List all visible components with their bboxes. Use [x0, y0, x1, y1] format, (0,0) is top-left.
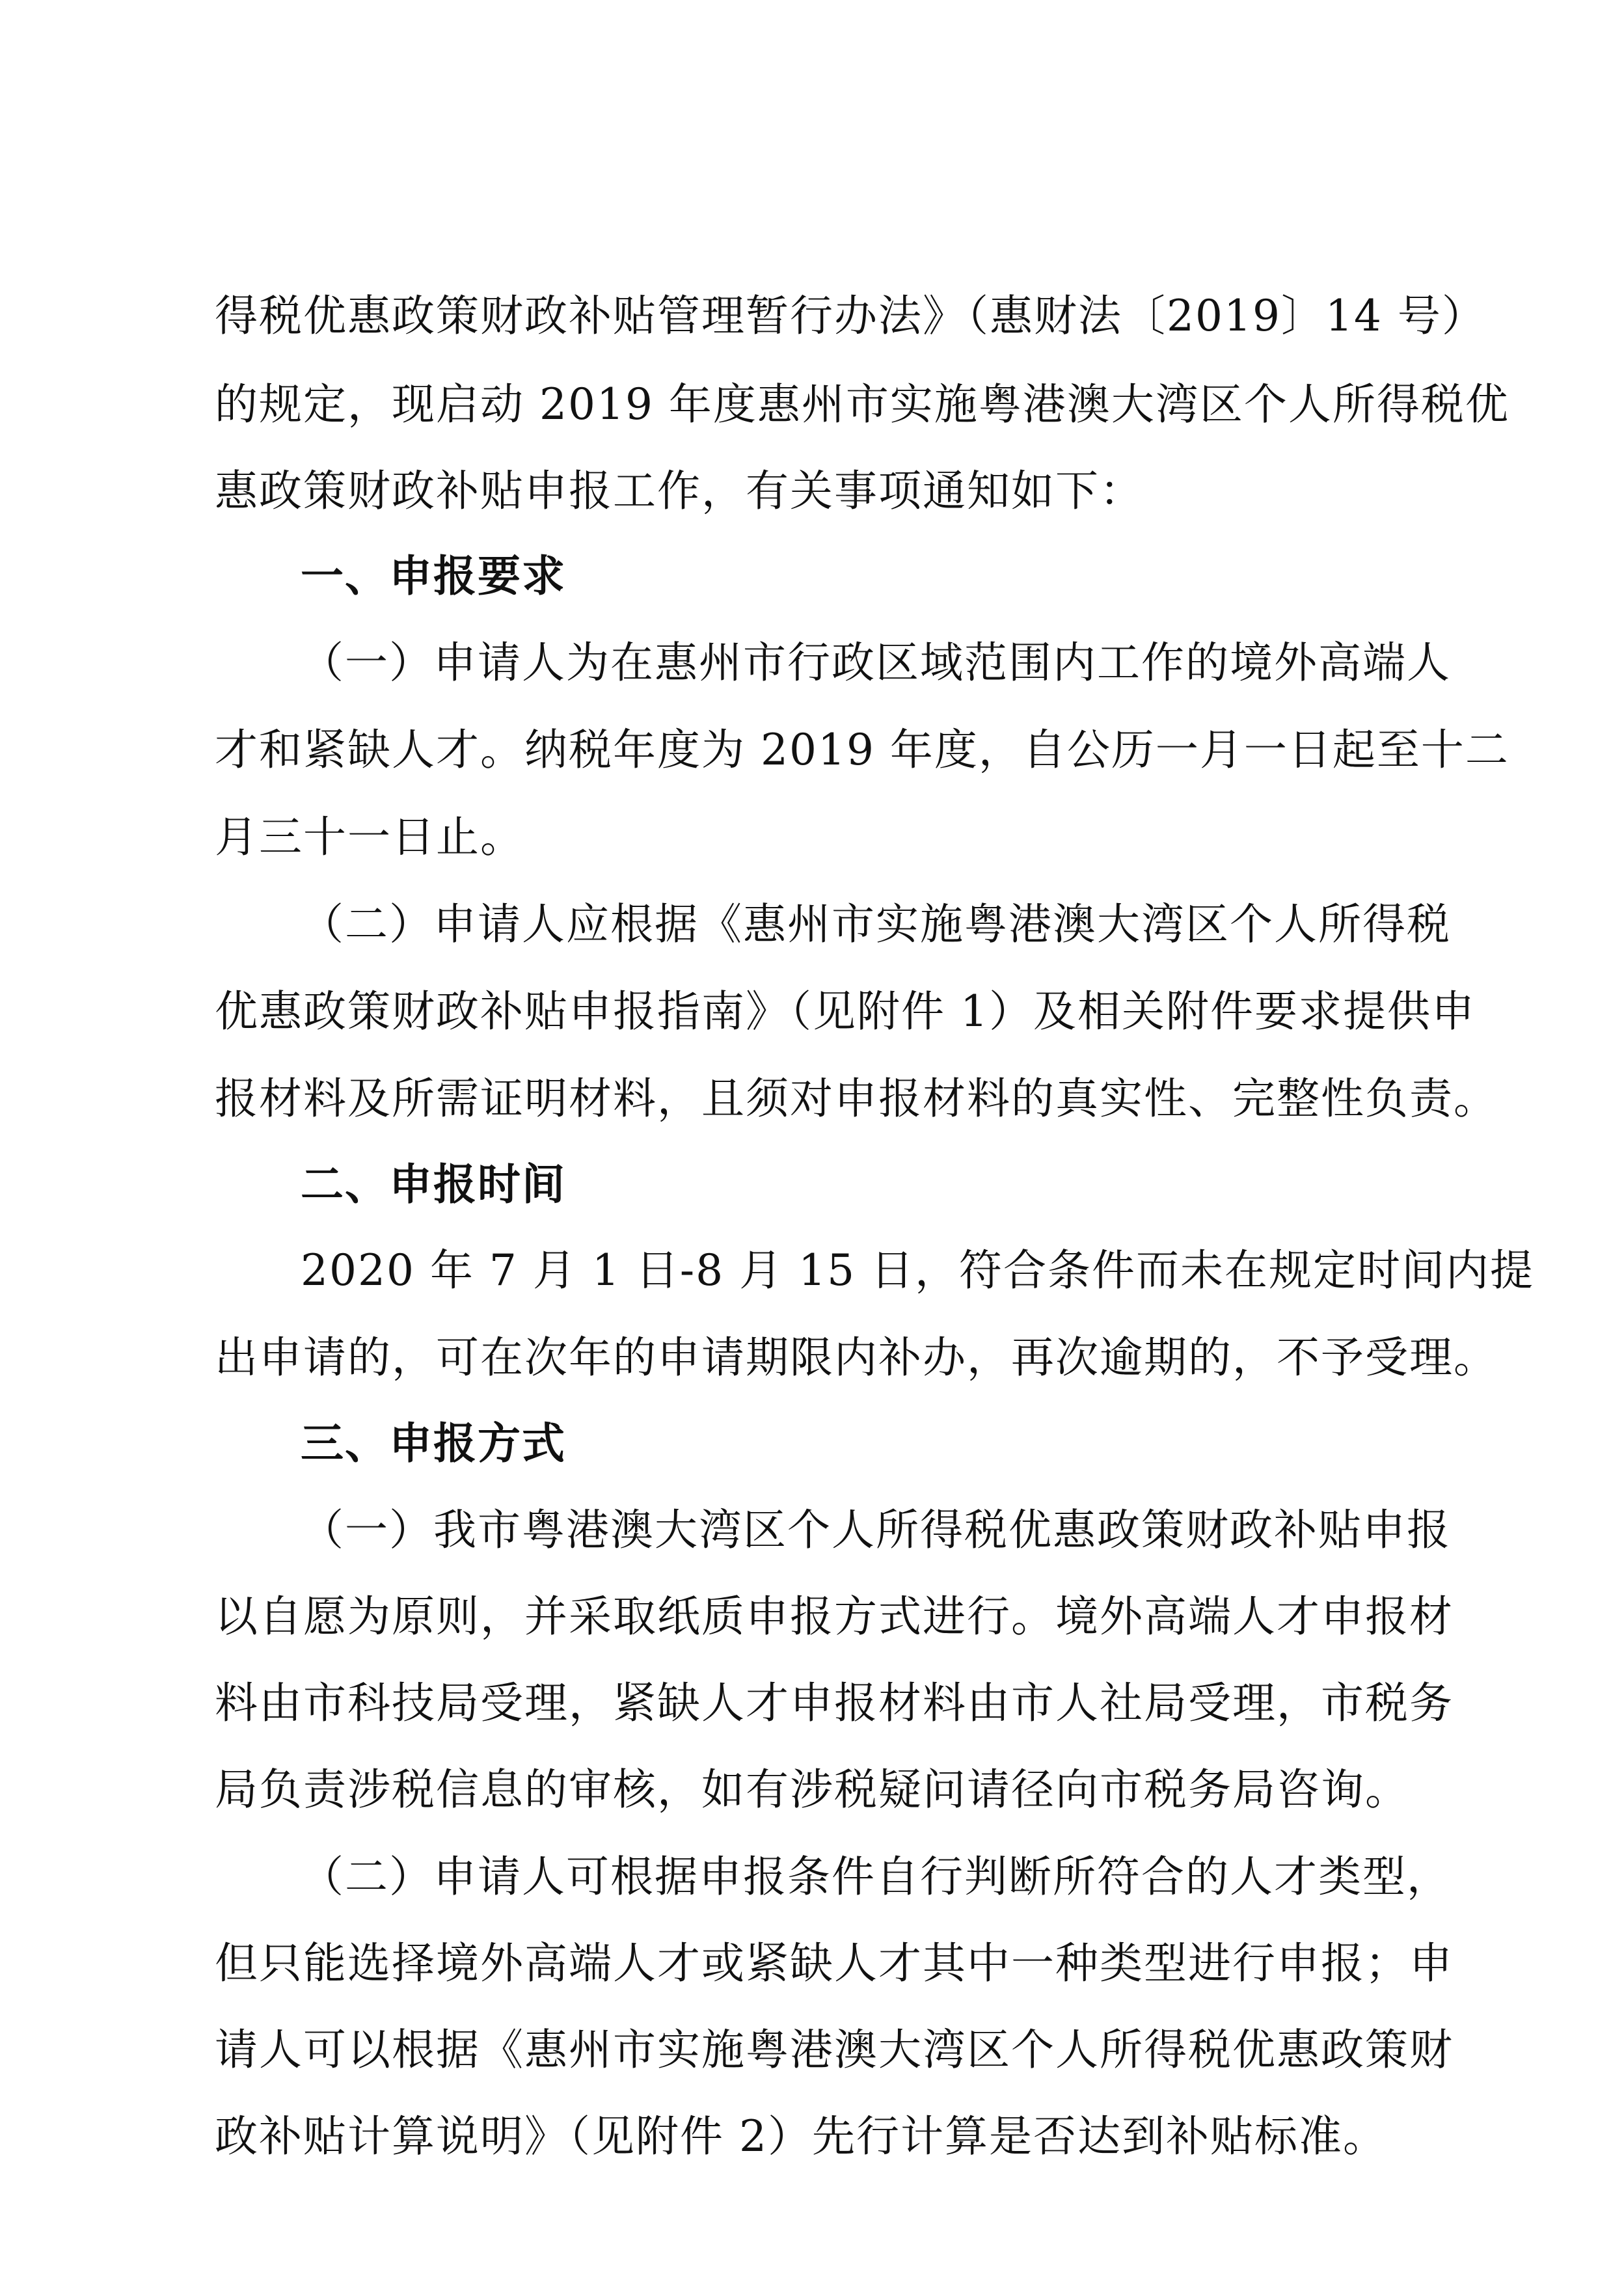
body-line-17: 料由市科技局受理，紧缺人才申报材料由市人社局受理，市税务 — [215, 1678, 1454, 1728]
body-line-8: （二）申请人应根据《惠州市实施粤港澳大湾区个人所得税 — [301, 899, 1451, 949]
body-line-13: 出申请的，可在次年的申请期限内补办，再次逾期的，不予受理。 — [215, 1332, 1498, 1383]
body-line-18: 局负责涉税信息的审核，如有涉税疑问请径向市税务局咨询。 — [215, 1765, 1409, 1815]
body-line-10: 报材料及所需证明材料，且须对申报材料的真实性、完整性负责。 — [215, 1074, 1498, 1124]
body-line-2: 的规定，现启动 2019 年度惠州市实施粤港澳大湾区个人所得税优 — [215, 379, 1509, 429]
body-line-6: 才和紧缺人才。纳税年度为 2019 年度，自公历一月一日起至十二 — [215, 725, 1509, 775]
body-line-12: 2020 年 7 月 1 日-8 月 15 日，符合条件而未在规定时间内提 — [301, 1245, 1535, 1295]
body-line-7: 月三十一日止。 — [215, 812, 524, 862]
body-line-22: 政补贴计算说明》（见附件 2）先行计算是否达到补贴标准。 — [215, 2111, 1387, 2161]
body-line-21: 请人可以根据《惠州市实施粤港澳大湾区个人所得税优惠政策财 — [215, 2025, 1454, 2075]
body-line-5: （一）申请人为在惠州市行政区域范围内工作的境外高端人 — [301, 638, 1451, 688]
body-line-9: 优惠政策财政补贴申报指南》（见附件 1）及相关附件要求提供申 — [215, 986, 1476, 1036]
section-heading-1: 一、申报要求 — [301, 551, 566, 601]
body-line-16: 以自愿为原则，并采取纸质申报方式进行。境外高端人才申报材 — [215, 1591, 1454, 1642]
body-line-3: 惠政策财政补贴申报工作，有关事项通知如下： — [215, 466, 1144, 516]
section-heading-2: 二、申报时间 — [301, 1159, 566, 1210]
body-line-19: （二）申请人可根据申报条件自行判断所符合的人才类型， — [301, 1852, 1451, 1902]
section-heading-3: 三、申报方式 — [301, 1418, 566, 1468]
body-line-15: （一）我市粤港澳大湾区个人所得税优惠政策财政补贴申报 — [301, 1505, 1451, 1555]
body-line-1: 得税优惠政策财政补贴管理暂行办法》（惠财法〔2019〕14 号） — [215, 291, 1486, 341]
body-line-20: 但只能选择境外高端人才或紧缺人才其中一种类型进行申报；申 — [215, 1938, 1454, 1988]
